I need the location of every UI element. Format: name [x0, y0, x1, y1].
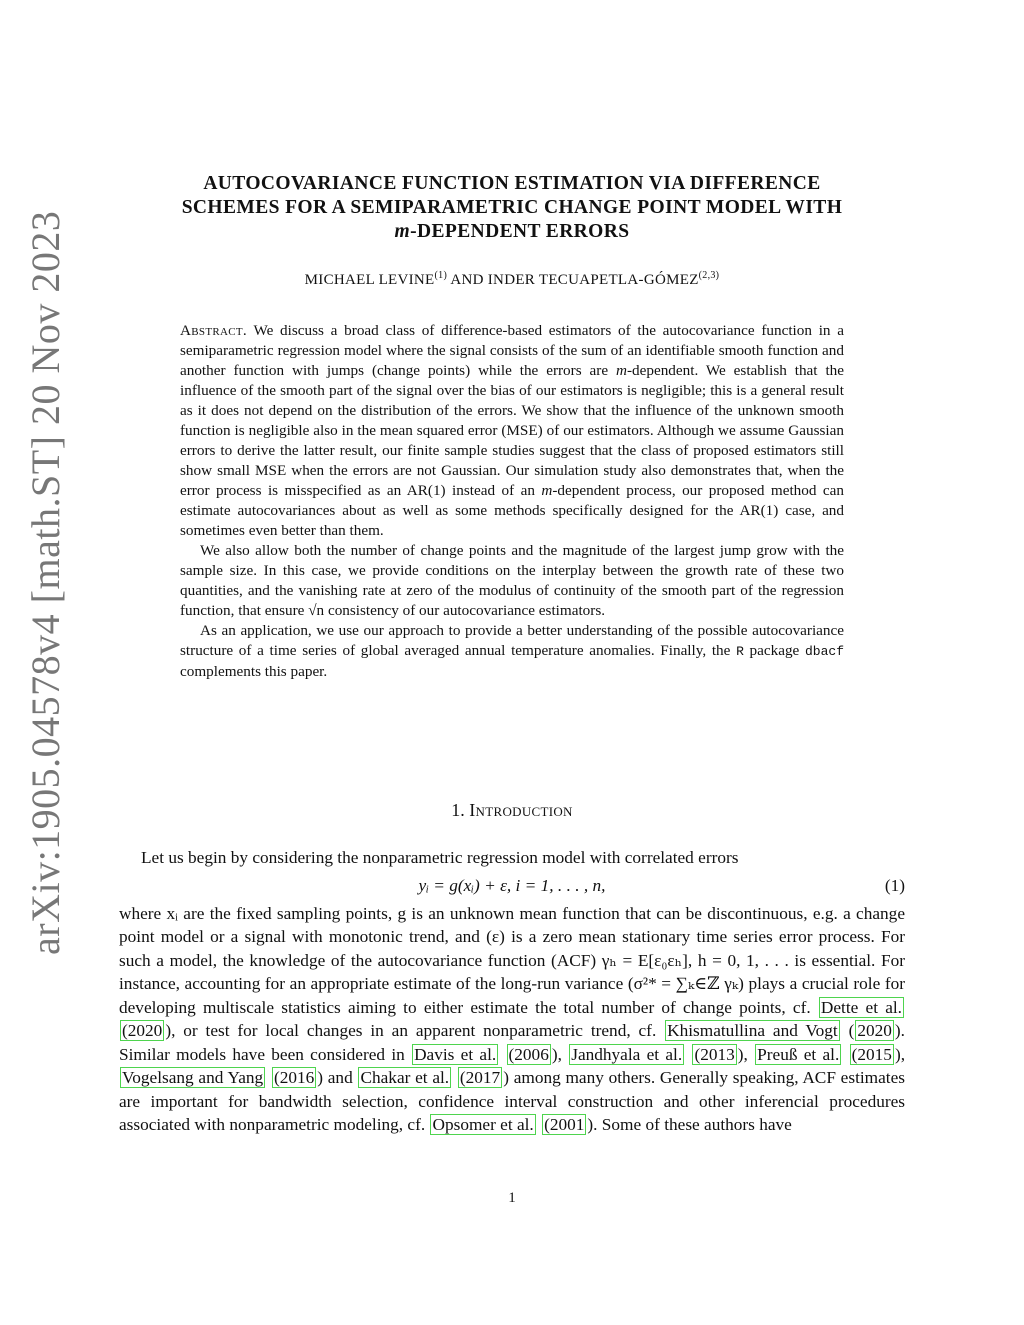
- citation-davis[interactable]: Davis et al.: [414, 1044, 497, 1064]
- citation-opsomer[interactable]: Opsomer et al.: [432, 1115, 534, 1134]
- equation-content: yᵢ = g(xᵢ) + ε, i = 1, . . . , n,: [418, 875, 606, 895]
- citation-dette-year[interactable]: (2020: [122, 1021, 163, 1040]
- citation-preuss[interactable]: Preuß et al.: [757, 1044, 840, 1064]
- citation-jandhyala[interactable]: Jandhyala et al.: [571, 1044, 683, 1064]
- paper-title: [110, 172, 914, 244]
- body-text: [119, 846, 905, 1137]
- citation-davis-year[interactable]: (2006: [508, 1044, 549, 1064]
- author-list: MICHAEL LEVINE$^{(1)}$ AND INDER TECUAPETLA-GÓMEZ$^{(2,3)}$: [304, 270, 720, 288]
- citation-vogelsang-year[interactable]: (2016: [273, 1068, 315, 1087]
- page-number: 1: [508, 1190, 516, 1206]
- equation-1: [119, 870, 905, 902]
- equation-number: (1): [884, 875, 905, 895]
- author-2: INDER TECUAPETLA-GÓMEZ: [487, 272, 699, 288]
- abstract-label: Abstract.: [180, 322, 247, 339]
- title-line-1: AUTOCOVARIANCE FUNCTION ESTIMATION VIA DIFFERENCE: [203, 173, 821, 194]
- citation-khismatullina-year[interactable]: 2020: [857, 1021, 892, 1040]
- abstract-paragraph-3: As an application, we use our approach to provide a better understanding of the possible autocovariance structure of a time series of global averaged annual temperature anomalies. Finally, the R package dbacf complements this paper.: [180, 622, 844, 680]
- citation-khismatullina[interactable]: Khismatullina and Vogt: [667, 1021, 838, 1040]
- citation-chakar[interactable]: Chakar et al.: [360, 1068, 450, 1087]
- citation-opsomer-year[interactable]: (2001: [544, 1115, 585, 1134]
- section-heading: 1. Introduction: [451, 800, 573, 820]
- intro-sentence: Let us begin by considering the nonparametric regression model with correlated errors: [141, 848, 739, 867]
- body-paragraph: where xᵢ are the fixed sampling points, g is an unknown mean function that can be discontinuous, e.g. a change point model or a signal with monotonic trend, and (ε) is a zero mean stationary time series error process. For such a model, the knowledge of the autocovariance function (ACF) γₕ = E[ε₀εₕ], h = 0, 1, . . . is essential. For instance, accounting for an appropriate estimate of the long-run variance (σ²* = ∑ₖ∈ℤ γₖ) plays a crucial role for developing multiscale statistics aiming to either estimate the total number of change points, cf. Dette et al. (2020 ), or test for local changes in an apparent nonparametric trend, cf. Khismatullina and Vogt ( 2020 ). Similar models have been considered in Davis et al. (2006 ), Jandhyala et al. (2013 ), Preuß et al. (2015 ), Vogelsang and Yang (2016 ) and Chakar et al. (2017 ) among many others. Generally speaking, ACF estimates are important for bandwidth selection, confidence interval construction and other inferencial procedures associated with nonparametric modeling, cf. Opsomer et al. (2001 ). Some of these authors have: [119, 903, 906, 1134]
- citation-chakar-year[interactable]: (2017: [459, 1068, 501, 1087]
- author-1: MICHAEL LEVINE: [304, 272, 435, 288]
- arxiv-identifier: arXiv:1905.04578v4 [math.ST] 20 Nov 2023: [23, 210, 68, 955]
- citation-jandhyala-year[interactable]: (2013: [694, 1044, 735, 1064]
- title-line-2: SCHEMES FOR A SEMIPARAMETRIC CHANGE POINT MODEL WITH: [181, 197, 843, 218]
- package-name: dbacf: [804, 644, 844, 659]
- title-line-3: m-DEPENDENT ERRORS: [394, 221, 630, 242]
- abstract-paragraph-2: We also allow both the number of change points and the magnitude of the largest jump grow with the sample size. In this case, we provide conditions on the interplay between the growth rate of these two quantities, and the vanishing rate at zero of the modulus of continuity of the smooth part of the regression function, that ensure √n consistency of our autocovariance estimators.: [180, 542, 844, 619]
- citation-vogelsang[interactable]: Vogelsang and Yang: [122, 1068, 264, 1087]
- abstract-paragraph-1: Abstract. We discuss a broad class of difference-based estimators of the autocovariance function in a semiparametric regression model where the signal consists of the sum of an identifiable smooth function and another function with jumps (change points) while the errors are m-dependent. We establish that the influence of the smooth part of the signal over the bias of our estimators is negligible; this is a general result as it does not depend on the distribution of the errors. We show that the influence of the unknown smooth function is negligible also in the mean squared error (MSE) of our estimators. Although we assume Gaussian errors to derive the latter result, our finite sample studies suggest that the class of proposed estimators still show small MSE when the errors are not Gaussian. Our simulation study also demonstrates that, when the error process is misspecified as an AR(1) instead of an m-dependent process, our proposed method can estimate autocovariances about as well as some methods specifically designed for the AR(1) case, and sometimes even better than them.: [180, 322, 844, 539]
- abstract: [180, 321, 844, 682]
- citation-preuss-year[interactable]: (2015: [851, 1044, 892, 1064]
- citation-dette[interactable]: Dette et al.: [820, 997, 902, 1017]
